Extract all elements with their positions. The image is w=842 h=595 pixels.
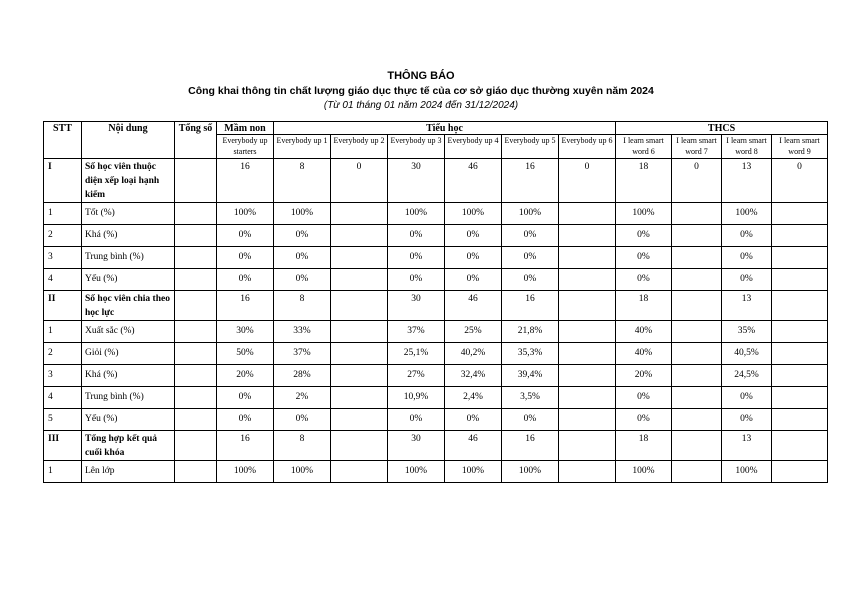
value-cell [672,291,722,321]
total-cell [175,343,217,365]
value-cell [559,461,616,483]
value-cell: 100% [616,461,672,483]
value-cell: 100% [722,461,772,483]
row-label: Tốt (%) [82,203,175,225]
row-label: Yếu (%) [82,269,175,291]
value-cell: 8 [274,291,331,321]
value-cell: 8 [274,431,331,461]
table-body [44,159,828,483]
content-header: Nội dung [82,122,175,159]
total-cell [175,431,217,461]
row-label: Khá (%) [82,365,175,387]
value-cell: 18 [616,291,672,321]
value-cell: 30% [217,321,274,343]
total-cell [175,247,217,269]
value-cell: 0% [502,269,559,291]
value-cell: 30 [388,291,445,321]
value-cell: 46 [445,291,502,321]
primary-header: Tiểu học [274,122,616,135]
value-cell [559,409,616,431]
value-cell: 10,9% [388,387,445,409]
value-cell: 100% [388,461,445,483]
value-cell [331,203,388,225]
value-cell: 40% [616,343,672,365]
value-cell: 0% [722,247,772,269]
value-cell: 0% [722,225,772,247]
row-number: 2 [44,343,82,365]
table-row [44,409,828,431]
value-cell: 0% [217,269,274,291]
total-header: Tổng số [175,122,217,159]
value-cell: 0 [772,159,828,203]
value-cell: 32,4% [445,365,502,387]
total-cell [175,291,217,321]
value-cell [772,387,828,409]
row-label: Trung bình (%) [82,247,175,269]
value-cell: 46 [445,431,502,461]
value-cell [672,365,722,387]
row-number: 1 [44,321,82,343]
value-cell [331,321,388,343]
value-cell: 16 [217,291,274,321]
value-cell [672,321,722,343]
value-cell: 16 [217,159,274,203]
row-number: 4 [44,387,82,409]
row-number: III [44,431,82,461]
row-label: Số học viên thuộc diện xếp loại hạnh kiểm [82,159,175,203]
value-cell: 0% [274,247,331,269]
kindergarten-header: Mầm non [217,122,274,135]
table-row [44,321,828,343]
value-cell [331,409,388,431]
value-cell [331,291,388,321]
value-cell: 0% [502,225,559,247]
value-cell: 0% [445,409,502,431]
value-cell [672,461,722,483]
value-cell: 0% [445,247,502,269]
value-cell: 40% [616,321,672,343]
value-cell: 0% [445,269,502,291]
section-row [44,291,828,321]
value-cell: 100% [217,203,274,225]
value-cell: 20% [616,365,672,387]
value-cell: 0% [502,409,559,431]
table-row [44,343,828,365]
value-cell [559,203,616,225]
section-row [44,159,828,203]
value-cell [331,247,388,269]
value-cell [772,225,828,247]
value-cell: 18 [616,431,672,461]
value-cell [559,247,616,269]
value-cell: 13 [722,291,772,321]
value-cell: 0% [616,269,672,291]
value-cell [559,321,616,343]
value-cell [559,343,616,365]
section-row [44,431,828,461]
value-cell: 30 [388,431,445,461]
class-header: Everybody up 3 [388,135,445,159]
value-cell: 0% [722,409,772,431]
value-cell [772,343,828,365]
total-cell [175,159,217,203]
row-number: 1 [44,203,82,225]
value-cell: 100% [274,461,331,483]
class-header: I learn smart word 7 [672,135,722,159]
table-row [44,203,828,225]
row-number: I [44,159,82,203]
class-header: I learn smart word 9 [772,135,828,159]
value-cell: 0% [616,409,672,431]
value-cell [772,409,828,431]
value-cell: 0% [388,247,445,269]
value-cell: 16 [502,431,559,461]
value-cell: 13 [722,159,772,203]
value-cell: 39,4% [502,365,559,387]
value-cell [772,321,828,343]
value-cell: 40,2% [445,343,502,365]
table-row [44,225,828,247]
value-cell [772,365,828,387]
value-cell: 0% [274,269,331,291]
value-cell [672,225,722,247]
value-cell: 100% [274,203,331,225]
value-cell: 100% [388,203,445,225]
total-cell [175,365,217,387]
value-cell: 0% [616,225,672,247]
row-number: 3 [44,365,82,387]
value-cell [672,409,722,431]
value-cell: 0% [388,225,445,247]
value-cell: 100% [445,461,502,483]
value-cell [559,365,616,387]
value-cell: 100% [722,203,772,225]
value-cell [672,203,722,225]
value-cell: 16 [502,291,559,321]
row-number: 2 [44,225,82,247]
value-cell: 8 [274,159,331,203]
value-cell: 0% [445,225,502,247]
table-row [44,387,828,409]
row-number: 4 [44,269,82,291]
value-cell: 13 [722,431,772,461]
value-cell: 2,4% [445,387,502,409]
value-cell [331,387,388,409]
class-header: Everybody up 5 [502,135,559,159]
value-cell: 0% [616,247,672,269]
value-cell [559,225,616,247]
value-cell: 100% [502,203,559,225]
value-cell: 3,5% [502,387,559,409]
value-cell [672,431,722,461]
class-header: I learn smart word 8 [722,135,772,159]
value-cell: 27% [388,365,445,387]
class-header: I learn smart word 6 [616,135,672,159]
notice-title: THÔNG BÁO [387,70,455,82]
value-cell: 18 [616,159,672,203]
value-cell: 0% [217,409,274,431]
class-header: Everybody up 1 [274,135,331,159]
value-cell [772,203,828,225]
row-label: Xuất sắc (%) [82,321,175,343]
value-cell: 0% [722,387,772,409]
value-cell: 0% [616,387,672,409]
notice-subtitle: Công khai thông tin chất lượng giáo dục thực tế của cơ sở giáo dục thường xuyên năm 2024 [188,85,654,97]
value-cell: 30 [388,159,445,203]
stt-header: STT [44,122,82,159]
value-cell: 24,5% [722,365,772,387]
total-cell [175,461,217,483]
value-cell [559,387,616,409]
value-cell: 50% [217,343,274,365]
value-cell [772,269,828,291]
row-number: 3 [44,247,82,269]
value-cell: 25% [445,321,502,343]
row-label: Số học viên chia theo học lực [82,291,175,321]
value-cell: 0% [217,247,274,269]
value-cell: 25,1% [388,343,445,365]
row-label: Trung bình (%) [82,387,175,409]
total-cell [175,203,217,225]
value-cell: 35,3% [502,343,559,365]
value-cell: 16 [502,159,559,203]
value-cell: 100% [445,203,502,225]
value-cell [559,291,616,321]
header-row [44,122,828,135]
total-cell [175,387,217,409]
value-cell: 100% [502,461,559,483]
value-cell: 33% [274,321,331,343]
total-cell [175,225,217,247]
value-cell: 0% [217,225,274,247]
value-cell: 0% [502,247,559,269]
value-cell: 100% [616,203,672,225]
value-cell [559,269,616,291]
value-cell: 40,5% [722,343,772,365]
value-cell: 0% [388,269,445,291]
value-cell [772,431,828,461]
value-cell: 0% [217,387,274,409]
value-cell: 37% [388,321,445,343]
value-cell [331,269,388,291]
value-cell [672,247,722,269]
value-cell: 20% [217,365,274,387]
value-cell: 0 [559,159,616,203]
value-cell [331,431,388,461]
total-cell [175,321,217,343]
value-cell: 0% [722,269,772,291]
value-cell [559,431,616,461]
value-cell [331,365,388,387]
value-cell: 0 [331,159,388,203]
value-cell: 46 [445,159,502,203]
value-cell: 16 [217,431,274,461]
row-number: 1 [44,461,82,483]
value-cell [772,291,828,321]
table-row [44,461,828,483]
row-label: Lên lớp [82,461,175,483]
value-cell [672,343,722,365]
table-row [44,365,828,387]
row-number: II [44,291,82,321]
value-cell: 37% [274,343,331,365]
class-header: Everybody up starters [217,135,274,159]
row-label: Tổng hợp kết quả cuối khóa [82,431,175,461]
value-cell: 35% [722,321,772,343]
quality-table [43,121,828,483]
class-header: Everybody up 4 [445,135,502,159]
row-label: Yếu (%) [82,409,175,431]
value-cell: 21,8% [502,321,559,343]
total-cell [175,269,217,291]
table-row [44,269,828,291]
value-cell [772,461,828,483]
class-header: Everybody up 2 [331,135,388,159]
row-number: 5 [44,409,82,431]
notice-period: (Từ 01 tháng 01 năm 2024 đến 31/12/2024) [323,100,519,111]
class-header: Everybody up 6 [559,135,616,159]
value-cell [672,387,722,409]
total-cell [175,409,217,431]
value-cell: 0% [274,409,331,431]
row-label: Khá (%) [82,225,175,247]
value-cell [331,225,388,247]
value-cell [672,269,722,291]
value-cell: 0% [274,225,331,247]
value-cell: 28% [274,365,331,387]
value-cell [772,247,828,269]
value-cell [331,461,388,483]
value-cell: 0 [672,159,722,203]
table-row [44,247,828,269]
row-label: Giỏi (%) [82,343,175,365]
secondary-header: THCS [616,122,828,135]
value-cell [331,343,388,365]
value-cell: 100% [217,461,274,483]
value-cell: 2% [274,387,331,409]
value-cell: 0% [388,409,445,431]
